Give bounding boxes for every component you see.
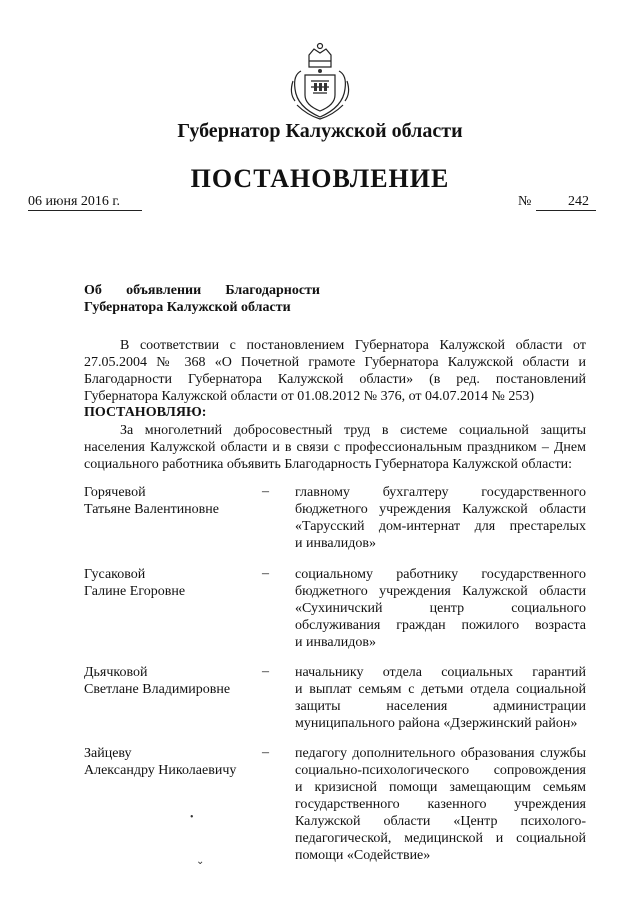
position-line: главному бухгалтеру государственного <box>295 485 586 500</box>
subject-word: объявлении <box>126 283 202 298</box>
position-line: и инвалидов» <box>295 536 376 551</box>
awardee-given-names: Александру Николаевичу <box>84 763 237 778</box>
date-underline <box>28 210 142 211</box>
position-line: обслуживания граждан пожилого возраста <box>295 618 586 633</box>
subject-word: Об <box>84 283 102 298</box>
awardee-position <box>295 745 586 864</box>
document-date: 06 июня 2016 г. <box>28 194 121 209</box>
position-line: и кризисной помощи замещающим семьям <box>295 780 586 795</box>
position-line: педагогической, медицинской и социальной <box>295 831 586 846</box>
position-line: педагогу дополнительного образования службы <box>295 746 586 761</box>
scan-speck: • <box>190 812 194 823</box>
document-subject <box>84 282 320 316</box>
preamble-paragraph: В соответствии с постановлением Губернатора Калужской области от 27.05.2004 № 368 «О Почетной грамоте Губернатора Калужской области и Благодарности Губернатора Калужской области» (в ред. постановлений Губернатора Калужской области от 01.08.2012 № 376, от 04.07.2014 № 253) <box>84 338 586 404</box>
decision-paragraph: За многолетний добросовестный труд в системе социальной защиты населения Калужской области и в связи с профессиональным праздником – Днем социального работника объявить Благодарность Губернатора Калужской области: <box>84 423 586 472</box>
position-line: бюджетного учреждения Калужской области <box>295 502 586 517</box>
position-line: «Тарусский дом-интернат для престарелых <box>295 519 586 534</box>
position-line: помощи «Содействие» <box>295 848 431 863</box>
subject-word: Благодарности <box>225 283 320 298</box>
number-sign: № <box>518 194 532 209</box>
position-line: защиты населения администрации <box>295 699 586 714</box>
position-line: Калужской области «Центр психолого- <box>295 814 586 829</box>
awardee-surname: Горячевой <box>84 485 146 500</box>
scan-speck: ⌄ <box>196 856 205 867</box>
position-line: и выплат семьям с детьми отдела социальной <box>295 682 586 697</box>
governor-title: Губернатор Калужской области <box>177 120 463 142</box>
awardee-surname: Дьячковой <box>84 665 148 680</box>
awardee-name <box>84 566 264 600</box>
awardee-given-names: Галине Егоровне <box>84 584 186 599</box>
awardee-position <box>295 664 586 732</box>
awardee-dash: – <box>262 484 269 499</box>
document-number: 242 <box>568 194 589 209</box>
position-line: социальному работнику государственного <box>295 567 586 582</box>
awardee-dash: – <box>262 664 269 679</box>
awardee-name <box>84 484 264 518</box>
position-line: бюджетного учреждения Калужской области <box>295 584 586 599</box>
awardee-given-names: Татьяне Валентиновне <box>84 502 219 517</box>
coat-of-arms-icon <box>287 41 353 121</box>
position-line: начальнику отдела социальных гарантий <box>295 665 586 680</box>
awardee-surname: Гусаковой <box>84 567 146 582</box>
awardee-position <box>295 484 586 552</box>
awardee-surname: Зайцеву <box>84 746 132 761</box>
decree-word: ПОСТАНОВЛЯЮ: <box>84 405 207 420</box>
position-line: муниципального района «Дзержинский район» <box>295 716 578 731</box>
subject-line-2: Губернатора Калужской области <box>84 300 291 315</box>
position-line: социально-психологического сопровождения <box>295 763 586 778</box>
position-line: государственного казенного учреждения <box>295 797 586 812</box>
number-underline <box>536 210 596 211</box>
document-type: ПОСТАНОВЛЕНИЕ <box>190 164 450 193</box>
awardee-name <box>84 664 264 698</box>
awardee-dash: – <box>262 745 269 760</box>
position-line: и инвалидов» <box>295 635 376 650</box>
position-line: «Сухиничский центр социального <box>295 601 586 616</box>
awardee-name <box>84 745 264 779</box>
awardee-position <box>295 566 586 651</box>
awardee-dash: – <box>262 566 269 581</box>
awardee-given-names: Светлане Владимировне <box>84 682 231 697</box>
